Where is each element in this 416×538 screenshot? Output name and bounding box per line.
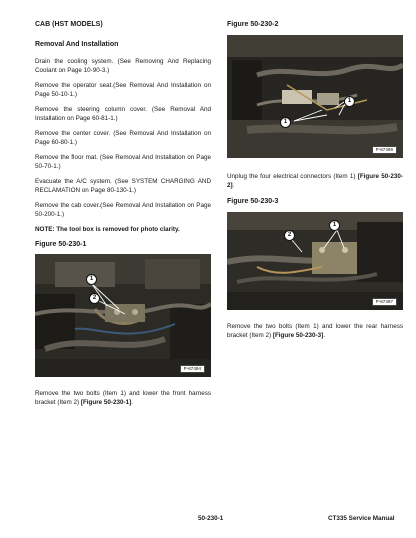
- callout-item-1: 1: [280, 117, 291, 128]
- callout-item-1: 1: [344, 96, 355, 107]
- step-paragraph: Drain the cooling system. (See Removing And Replacing Coolant on Page 10-90-3.): [35, 58, 211, 74]
- figure-caption: [227, 172, 403, 190]
- figure-caption: [35, 389, 211, 407]
- photo-electrical-connectors: [227, 35, 403, 158]
- caption-end: .: [131, 399, 133, 406]
- figure-reference: [Figure 50-230-2]: [227, 173, 403, 189]
- step-paragraph: Remove the cab cover.(See Removal And Installation on Page 50-200-1.): [35, 202, 211, 218]
- right-column: [227, 20, 403, 340]
- figure-label: Figure 50-230-2: [227, 21, 279, 28]
- note-text: NOTE: The tool box is removed for photo clarity.: [35, 226, 180, 233]
- figure-reference: [Figure 50-230-1]: [80, 399, 132, 406]
- callout-item-2: 2: [284, 230, 295, 241]
- callout-item-1: 1: [86, 274, 97, 285]
- section-subtitle: Removal And Installation: [35, 41, 119, 48]
- callout-item-2: 2: [89, 293, 100, 304]
- photo-code: P-67496: [372, 146, 397, 154]
- step-paragraph: Remove the operator seat.(See Removal And Installation on Page 50-10-1.): [35, 82, 211, 98]
- figure-caption: [227, 322, 403, 340]
- left-column: [35, 20, 211, 407]
- caption-text: Remove the two bolts (Item 1) and lower the front harness bracket (Item 2): [35, 390, 211, 406]
- caption-text: Remove the two bolts (Item 1) and lower the rear harness bracket (Item 2): [227, 323, 403, 339]
- callout-item-1: 1: [329, 220, 340, 231]
- step-paragraph: Remove the center cover. (See Removal And Installation on Page 60-80-1.): [35, 130, 211, 146]
- caption-end: .: [232, 182, 235, 189]
- manual-title: CT335 Service Manual: [328, 515, 395, 522]
- figure-reference: [Figure 50-230-3]: [272, 332, 324, 339]
- figure-label: Figure 50-230-3: [227, 198, 279, 205]
- caption-text: Unplug the four electrical connectors (Item 1): [227, 173, 358, 180]
- photo-code: P-67497: [372, 298, 397, 306]
- photo-rear-harness-bracket: [227, 212, 403, 310]
- section-title: CAB (HST MODELS): [35, 21, 103, 28]
- step-paragraph: Remove the steering column cover. (See Removal And Installation on Page 60-81-1.): [35, 106, 211, 122]
- page-number: 50-230-1: [198, 515, 224, 522]
- photo-front-harness-bracket: [35, 254, 211, 377]
- figure-label: Figure 50-230-1: [35, 241, 87, 248]
- step-paragraph: Remove the floor mat. (See Removal And Installation on Page 50-70-1.): [35, 154, 211, 170]
- caption-end: .: [323, 332, 325, 339]
- photo-code: P-67494: [180, 365, 205, 373]
- step-paragraph: Evacuate the A/C system. (See SYSTEM CHARGING AND RECLAMATION on Page 80-130-1.): [35, 178, 211, 194]
